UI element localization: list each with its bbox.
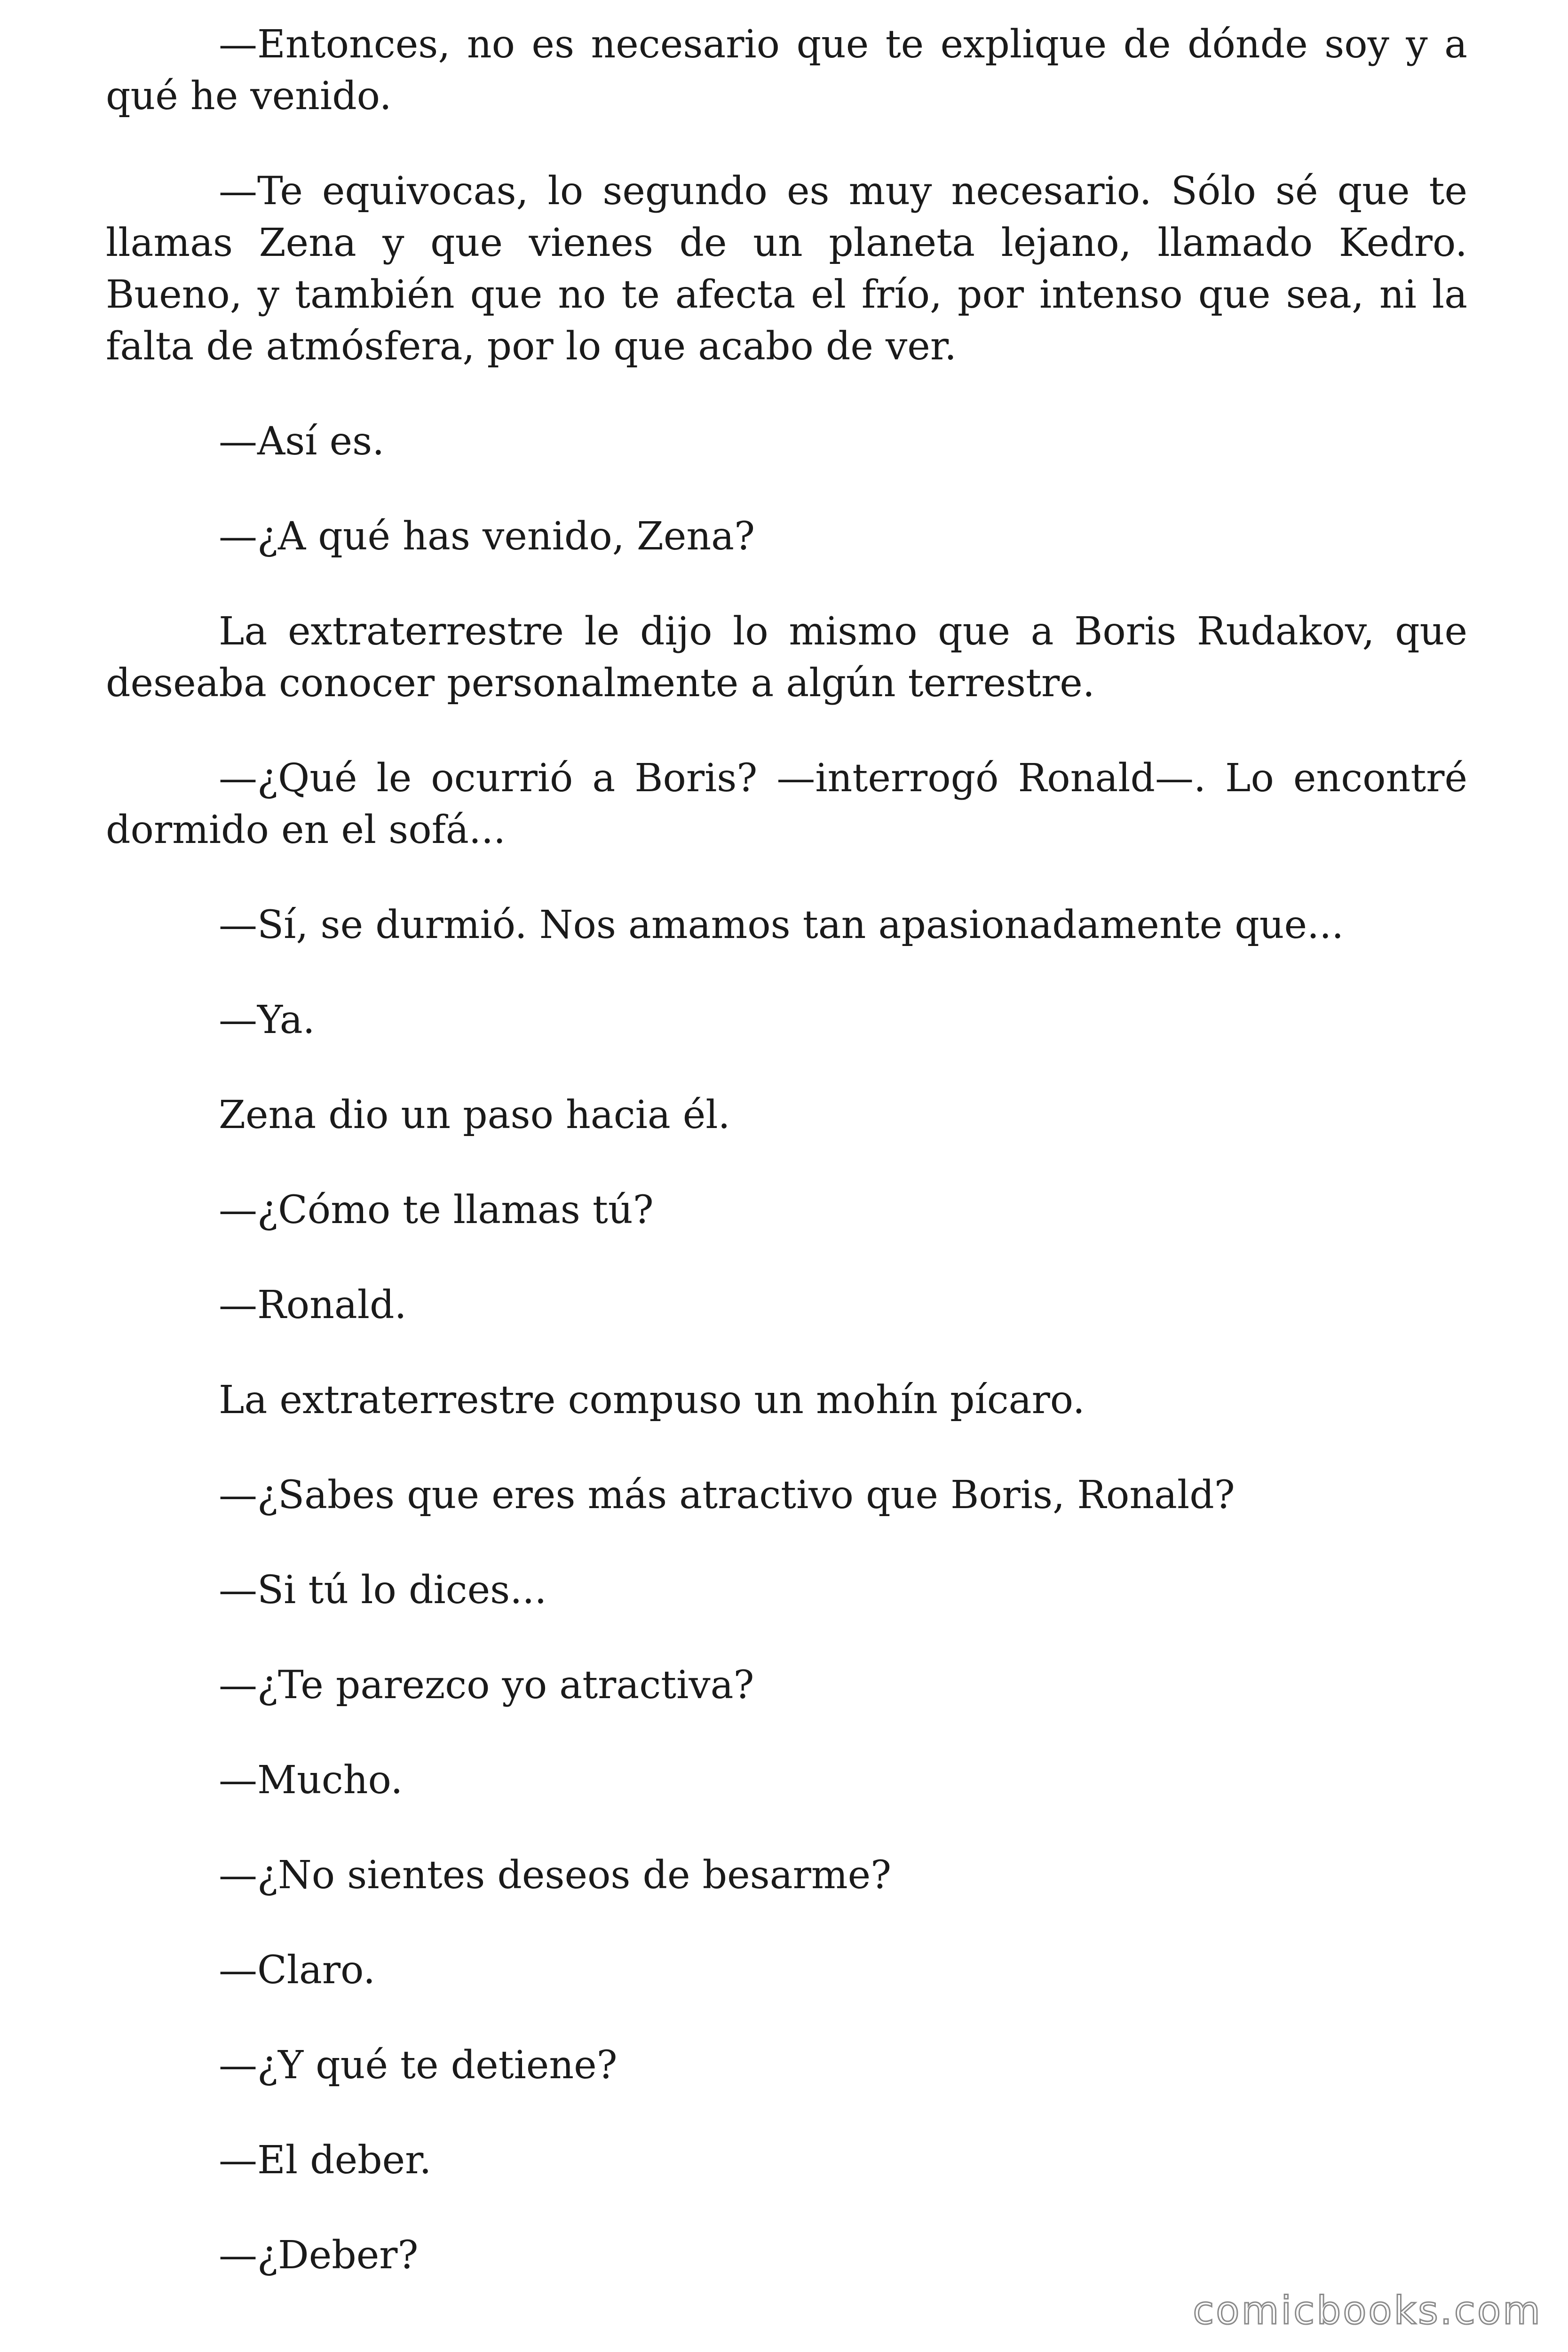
paragraph: La extraterrestre le dijo lo mismo que a Boris Rudakov, que deseaba conocer personalmente a algún terrestre. — [106, 609, 1467, 706]
paragraph: —Te equivocas, lo segundo es muy necesario. Sólo sé que te llamas Zena y que vienes de un planeta lejano, llamado Kedro. Bueno, y también que no te afecta el frío, por intenso que sea, ni la falta de atmósfera, por lo que acabo de ver. — [106, 169, 1467, 369]
paragraph: —¿Cómo te llamas tú? — [219, 1188, 654, 1232]
paragraph: —¿Sabes que eres más atractivo que Boris, Ronald? — [219, 1473, 1235, 1518]
paragraph: —¿Y qué te detiene? — [219, 2043, 618, 2088]
paragraph: —¿Te parezco yo atractiva? — [219, 1663, 754, 1708]
paragraph: —Así es. — [219, 419, 385, 464]
paragraph: —¿A qué has venido, Zena? — [219, 514, 755, 559]
paragraph: —¿No sientes deseos de besarme? — [219, 1853, 892, 1898]
paragraph: —¿Qué le ocurrió a Boris? —interrogó Ronald—. Lo encontré dormido en el sofá... — [106, 756, 1467, 852]
paragraph: —Entonces, no es necesario que te explique de dónde soy y a qué he venido. — [106, 22, 1467, 119]
paragraph: —Claro. — [219, 1948, 376, 1993]
paragraph: Zena dio un paso hacia él. — [219, 1093, 730, 1137]
paragraph: —¿Deber? — [219, 2233, 419, 2278]
paragraph: —Sí, se durmió. Nos amamos tan apasionadamente que... — [219, 903, 1344, 947]
paragraph: —Ya. — [219, 998, 315, 1042]
paragraph: —Si tú lo dices... — [219, 1568, 547, 1613]
watermark: comicbooks.com — [1193, 2288, 1542, 2333]
paragraph: —Ronald. — [219, 1283, 407, 1327]
paragraph: —Mucho. — [219, 1758, 403, 1803]
paragraph: La extraterrestre compuso un mohín pícaro. — [219, 1378, 1085, 1422]
paragraph: —El deber. — [219, 2138, 432, 2183]
document-page — [106, 19, 1467, 2325]
